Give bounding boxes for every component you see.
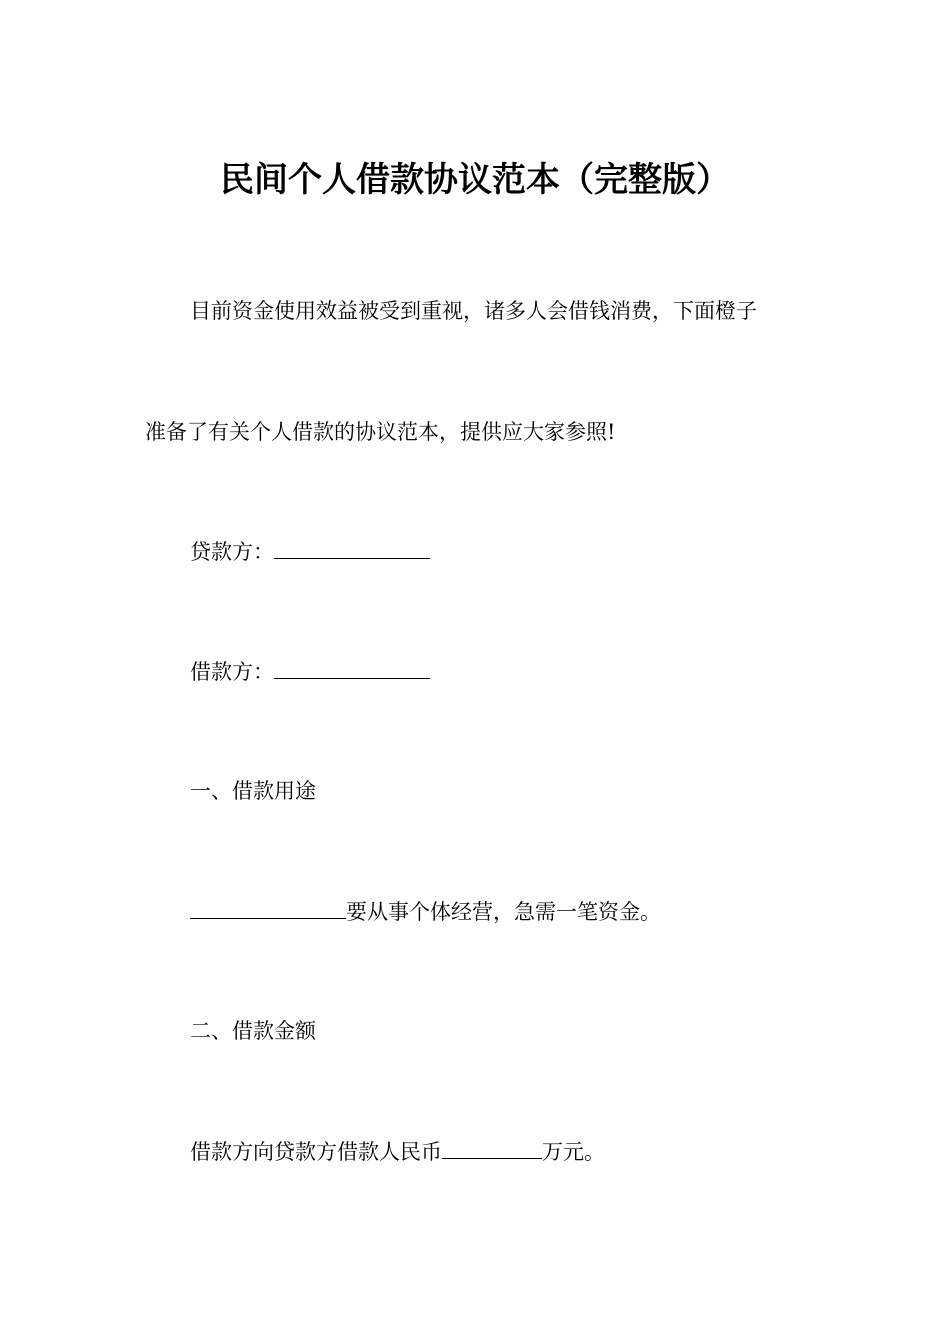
purpose-blank — [190, 896, 346, 919]
lender-line — [190, 536, 430, 567]
section-2-text-after: 万元。 — [542, 1140, 605, 1164]
section-2-text-before: 借款方向贷款方借款人民币 — [190, 1140, 442, 1164]
intro-line-2: 准备了有关个人借款的协议范本，提供应大家参照! — [145, 420, 616, 444]
section-1-text-line — [190, 896, 661, 927]
lender-label: 贷款方： — [190, 540, 274, 564]
borrower-blank — [274, 656, 430, 679]
borrower-label: 借款方： — [190, 660, 274, 684]
document-title: 民间个人借款协议范本（完整版） — [220, 160, 730, 200]
section-1-text: 要从事个体经营，急需一笔资金。 — [346, 900, 661, 924]
lender-blank — [274, 536, 430, 559]
amount-blank — [442, 1136, 542, 1159]
section-2-text-line — [190, 1136, 605, 1167]
intro-line-1: 目前资金使用效益被受到重视，诸多人会借钱消费，下面橙子 — [190, 299, 757, 323]
section-1-heading: 一、借款用途 — [190, 779, 316, 803]
section-2-heading: 二、借款金额 — [190, 1019, 316, 1043]
borrower-line — [190, 656, 430, 687]
